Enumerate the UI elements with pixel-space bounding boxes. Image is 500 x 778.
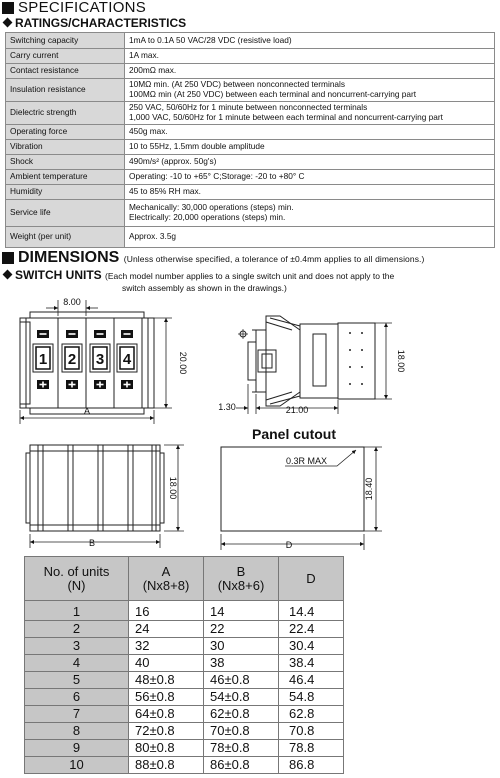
header-line: A (161, 563, 171, 579)
value-line: Approx. 3.5g (129, 231, 177, 242)
value-line: Electrically: 20,000 operations (steps) min. (129, 212, 286, 222)
switch-units-note-continued: switch assembly as shown in the drawings.) (122, 283, 287, 293)
dimensions-title: DIMENSIONS (18, 249, 120, 266)
value-line: 490m/s² (approx. 50g's) (129, 156, 217, 167)
row-label: Insulation resistance (6, 79, 125, 102)
top-view-top-rail (30, 312, 144, 318)
cell-d: 62.8 (279, 706, 344, 723)
cell-a: 64±0.8 (129, 706, 204, 723)
header-line: B (236, 563, 246, 579)
cell-units: 7 (25, 706, 129, 723)
cell-b: 30 (204, 638, 279, 655)
cell-units: 6 (25, 689, 129, 706)
cell-a: 80±0.8 (129, 740, 204, 757)
cell-a: 32 (129, 638, 204, 655)
cell-d: 30.4 (279, 638, 344, 655)
header-line: (N) (67, 577, 86, 593)
cell-units: 10 (25, 757, 129, 774)
row-label: Ambient temperature (6, 170, 125, 185)
column-header-a (129, 557, 204, 601)
pcb-pins (349, 332, 363, 385)
row-label: Contact resistance (6, 64, 125, 79)
value-line: 250 VAC, 50/60Hz for 1 minute between nonconnected terminals (129, 102, 368, 113)
value-line: 450g max. (129, 126, 168, 137)
cell-a: 48±0.8 (129, 672, 204, 689)
value-line: 100MΩ min (At 250 VDC) between each terminal and noncurrent-carrying part (129, 89, 417, 99)
offset-dimension: 1.30 (218, 402, 236, 412)
cell-a: 56±0.8 (129, 689, 204, 706)
cell-d: 22.4 (279, 621, 344, 638)
row-label: Weight (per unit) (6, 227, 125, 248)
cell-d: 38.4 (279, 655, 344, 672)
table-row (25, 638, 344, 655)
row-label: Operating force (6, 125, 125, 140)
switch-unit-4 (117, 330, 137, 389)
value-line: Operating: -10 to +65° C;Storage: -20 to +80° C (129, 171, 305, 182)
specifications-title: SPECIFICATIONS (18, 0, 147, 16)
cell-a: 40 (129, 655, 204, 672)
cell-units: 8 (25, 723, 129, 740)
digit-window: 1 (38, 351, 48, 368)
cell-b: 46±0.8 (204, 672, 279, 689)
row-label: Carry current (6, 49, 125, 64)
cell-d: 46.4 (279, 672, 344, 689)
cell-units: 9 (25, 740, 129, 757)
column-header-units (25, 557, 129, 601)
side-view-drawing (248, 316, 375, 406)
table-row (25, 740, 344, 757)
cell-d: 78.8 (279, 740, 344, 757)
panel-cutout-title: Panel cutout (251, 426, 337, 442)
depth-dimension: 21.00 (285, 405, 309, 415)
header-line: D (306, 570, 316, 586)
table-row (25, 621, 344, 638)
dimension-d-label: D (285, 540, 293, 550)
height-dimension: 20.00 (178, 351, 188, 375)
header-line: No. of units (43, 563, 110, 579)
dimension-b-label: B (88, 538, 96, 548)
tolerance-note: (Unless otherwise specified, a tolerance of ±0.4mm applies to all dimensions.) (123, 254, 425, 264)
cell-b: 78±0.8 (204, 740, 279, 757)
table-row (25, 723, 344, 740)
row-label: Shock (6, 155, 125, 170)
bottom-view-body (30, 445, 160, 531)
dimension-a-label: A (83, 406, 91, 416)
cell-d: 70.8 (279, 723, 344, 740)
cell-units: 4 (25, 655, 129, 672)
cell-b: 86±0.8 (204, 757, 279, 774)
cell-b: 22 (204, 621, 279, 638)
column-header-b (204, 557, 279, 601)
table-header-row (25, 557, 344, 601)
value-line: 1mA to 0.1A 50 VAC/28 VDC (resistive load) (129, 34, 292, 45)
row-label: Vibration (6, 140, 125, 155)
bottom-view-drawing (26, 445, 164, 531)
units-dimension-table (24, 556, 344, 774)
table-row (25, 672, 344, 689)
cell-a: 88±0.8 (129, 757, 204, 774)
side-view-pcb (338, 323, 375, 399)
row-label: Service life (6, 200, 125, 227)
switch-unit-2 (62, 330, 82, 389)
switch-units-title: SWITCH UNITS (15, 268, 102, 282)
row-label: Dielectric strength (6, 102, 125, 125)
value-line: 45 to 85% RH max. (129, 186, 201, 197)
value-line: 1A max. (129, 50, 159, 61)
cell-d: 54.8 (279, 689, 344, 706)
switch-units-note: (Each model number applies to a single switch unit and does not apply to the (105, 271, 395, 281)
cell-a: 72±0.8 (129, 723, 204, 740)
switch-unit-3 (90, 330, 110, 389)
table-row (25, 601, 344, 621)
digit-window: 2 (67, 351, 77, 368)
value-line: Mechanically: 30,000 operations (steps) min. (129, 202, 294, 213)
corner-radius-note: 0.3R MAX (286, 456, 328, 466)
cutout-height-dimension: 18.40 (364, 477, 374, 501)
pitch-dimension: 8.00 (63, 297, 81, 307)
switch-unit-1 (33, 330, 53, 389)
table-row (25, 689, 344, 706)
cell-units: 3 (25, 638, 129, 655)
cell-b: 14 (204, 601, 279, 621)
row-label: Switching capacity (6, 33, 125, 49)
ratings-title: RATINGS/CHARACTERISTICS (15, 16, 187, 30)
cell-a: 16 (129, 601, 204, 621)
value-line: 200mΩ max. (129, 65, 177, 76)
side-height-dimension: 18.00 (396, 349, 406, 373)
column-header-d (279, 557, 344, 601)
table-row (25, 706, 344, 723)
cell-a: 24 (129, 621, 204, 638)
cell-d: 14.4 (279, 601, 344, 621)
cell-units: 2 (25, 621, 129, 638)
digit-window: 4 (122, 351, 132, 368)
table-row (25, 655, 344, 672)
header-line: (Nx8+8) (142, 577, 190, 593)
cell-units: 5 (25, 672, 129, 689)
table-row (25, 757, 344, 774)
cell-units: 1 (25, 601, 129, 621)
cell-b: 54±0.8 (204, 689, 279, 706)
cell-d: 86.8 (279, 757, 344, 774)
header-line: (Nx8+6) (217, 577, 265, 593)
value-line: 10MΩ min. (At 250 VDC) between nonconnected terminals (129, 79, 346, 90)
cell-b: 70±0.8 (204, 723, 279, 740)
value-line: 10 to 55Hz, 1.5mm double amplitude (129, 141, 265, 152)
bottom-height-dimension: 18.00 (168, 476, 178, 500)
value-line: 1,000 VAC, 50/60Hz for 1 minute between each terminal and noncurrent-carrying part (129, 112, 443, 122)
row-label: Humidity (6, 185, 125, 200)
digit-window: 3 (95, 351, 105, 368)
cell-b: 38 (204, 655, 279, 672)
cell-b: 62±0.8 (204, 706, 279, 723)
